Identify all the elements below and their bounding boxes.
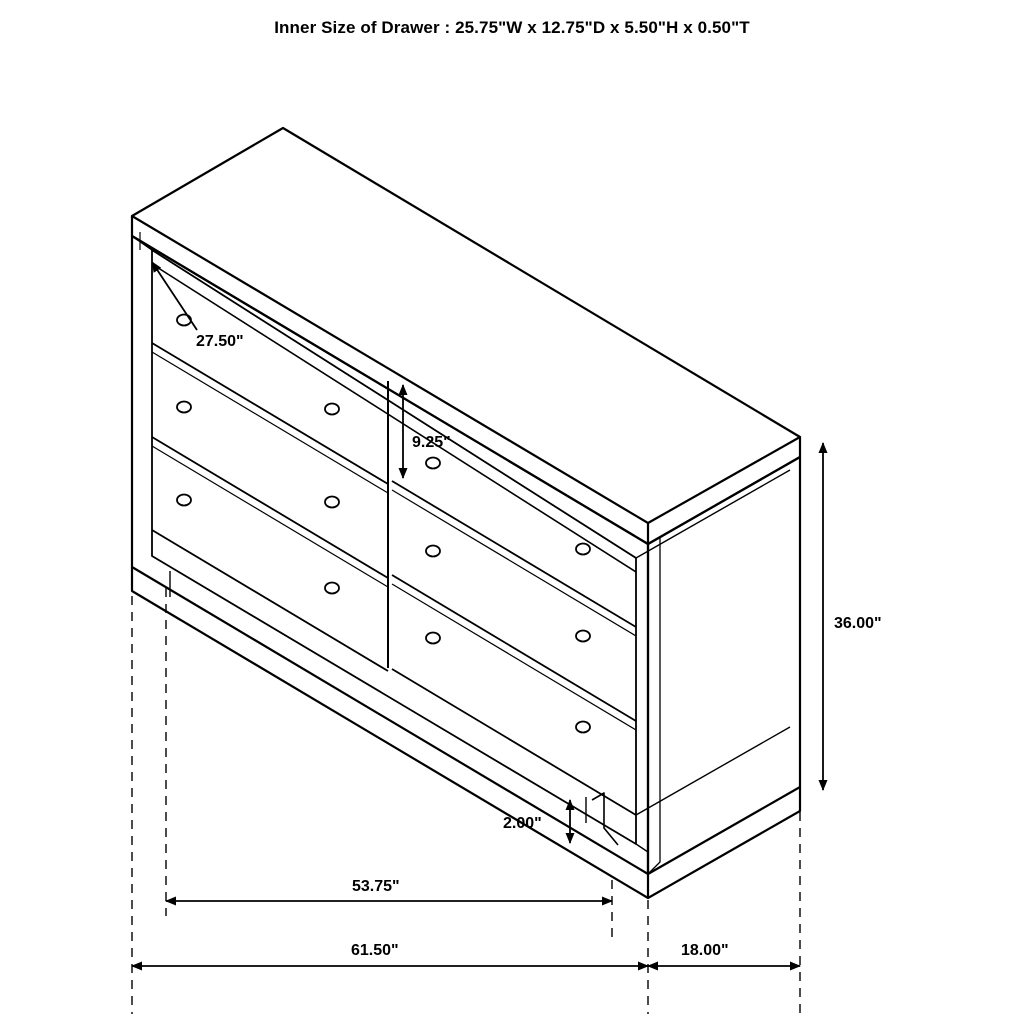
knob [177,495,191,506]
dimension-label-depth: 18.00" [681,942,729,959]
dimension-label-base-clearance: 2.00" [503,815,542,832]
dimension-label-overall-width: 61.50" [351,942,399,959]
dresser-body [132,128,800,898]
front-face [132,236,648,874]
left-drawer-sep-2 [152,437,388,578]
knob [576,722,590,733]
dimension-label-front-width: 53.75" [352,878,400,895]
right-drawer-sep-1 [392,481,636,627]
right-drawer-sep-2 [392,575,636,721]
knob [426,458,440,469]
left-drawer-sep-1 [152,343,388,484]
dimension-label-drawer-width: 27.50" [196,333,244,350]
knob [325,404,339,415]
knob [576,631,590,642]
knob [325,497,339,508]
side-face [648,457,800,874]
knob [426,633,440,644]
knob [177,402,191,413]
dim-line-2750 [152,262,197,330]
base-side [648,787,800,898]
knob [576,544,590,555]
dimension-label-drawer-height: 9.25" [412,434,451,451]
knob [426,546,440,557]
dimension-label-total-height: 36.00" [834,615,882,632]
drawer-knobs [177,315,590,733]
knob [325,583,339,594]
page-title: Inner Size of Drawer : 25.75"W x 12.75"D x 5.50"H x 0.50"T [274,18,750,37]
dimension-lines [132,262,823,966]
base-front [132,567,648,898]
